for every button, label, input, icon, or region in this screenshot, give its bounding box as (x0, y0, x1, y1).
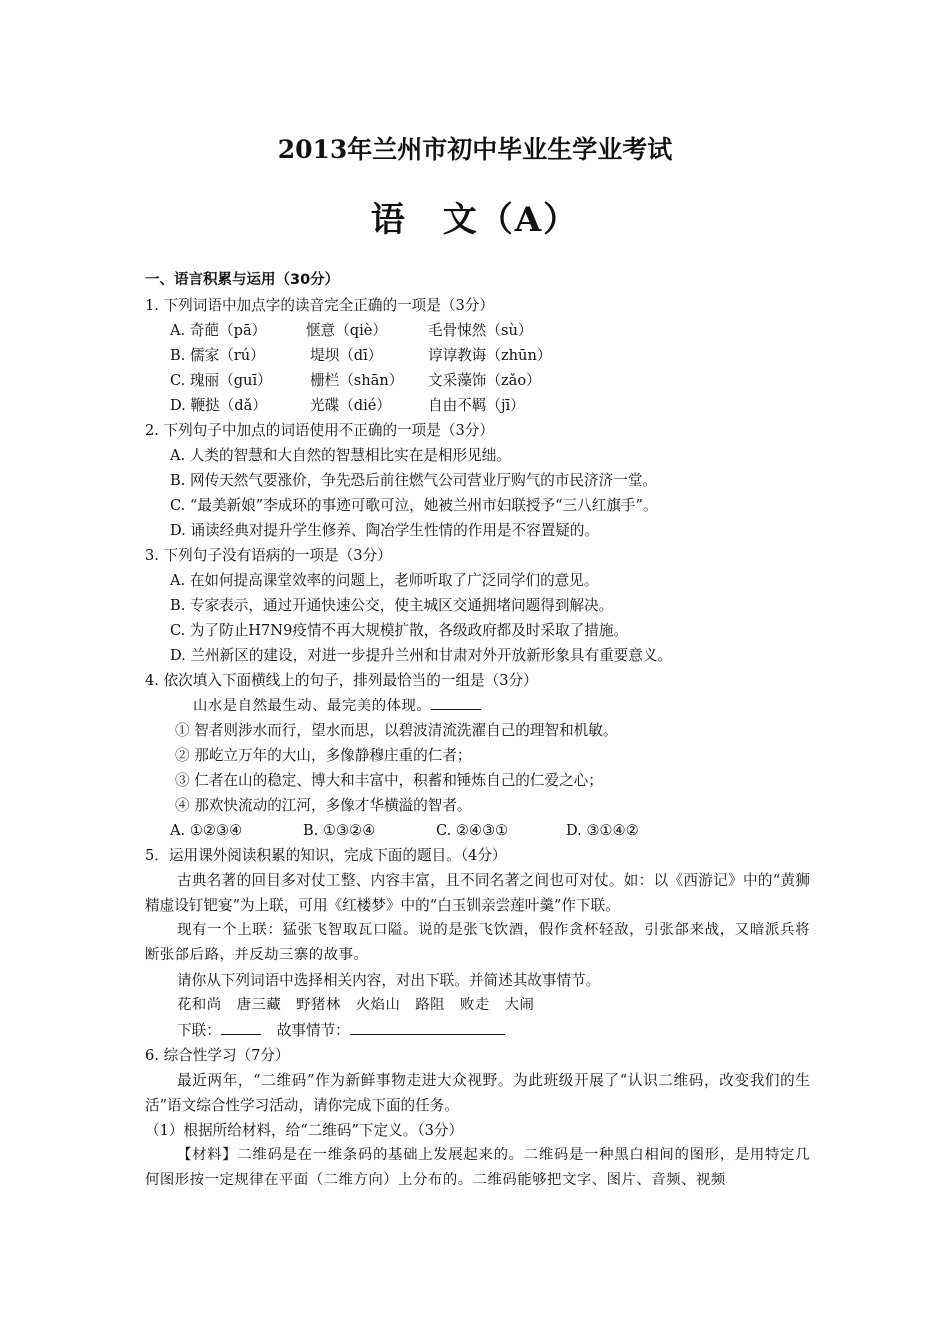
q1-d-1: D. 鞭挞（dǎ） (170, 397, 267, 414)
q3-option-d: D. 兰州新区的建设，对进一步提升兰州和甘肃对外开放新形象具有重要意义。 (170, 647, 673, 664)
q4-sentence-3: ③ 仁者在山的稳定、博大和丰富中，积蓄和锤炼自己的仁爱之心； (175, 772, 603, 789)
q5-paragraph-3: 请你从下列词语中选择相关内容，对出下联。并简述其故事情节。 (177, 972, 601, 989)
q3-option-b: B. 专家表示，通过开通快速公交，使主城区交通拥堵问题得到解决。 (170, 597, 614, 614)
q1-d-3: 自由不羁（jī） (428, 397, 525, 414)
q1-d-2: 光碟（dié） (310, 397, 392, 414)
q5-stem: 5．运用课外阅读积累的知识，完成下面的题目。（4分） (145, 847, 507, 864)
q4-lead (145, 693, 810, 718)
q5-paragraph-2: 现有一个上联：猛张飞智取瓦口隘。说的是张飞饮酒，假作贪杯轻敌，引张郃来战，又暗派兵将断张郃后路，并反劫三寨的故事。 (145, 922, 810, 963)
q5-word-list: 花和尚 唐三藏 野猪林 火焰山 路阻 败走 大闹 (177, 997, 535, 1013)
q6-paragraph-1: 最近两年，“二维码”作为新鲜事物走进大众视野。为此班级开展了“认识二维码，改变我们的生活”语文综合性学习活动，请你完成下面的任务。 (145, 1072, 810, 1114)
q3-stem: 3. 下列句子没有语病的一项是（3分） (145, 547, 392, 564)
q4-choice-a: A. ①②③④ (170, 822, 243, 839)
q1-c-3: 文采藻饰（zǎo） (428, 372, 541, 389)
exam-title: 2013年兰州市初中毕业生学业考试 (277, 135, 673, 164)
section-heading: 一、语言积累与运用（30分） (145, 272, 340, 288)
q1-option-a (145, 318, 810, 343)
q2-option-d: D. 诵读经典对提升学生修养、陶冶学生性情的作用是不容置疑的。 (170, 522, 600, 539)
q4-choices (145, 818, 810, 843)
q5-lower-blank (221, 1018, 261, 1035)
q1-a-2: 惬意（qiè） (306, 322, 388, 339)
q4-choice-c: C. ②④③① (436, 822, 509, 839)
q4-choice-d: D. ③①④② (566, 822, 639, 839)
q2-option-b: B. 网传天然气要涨价，争先恐后前往燃气公司营业厅购气的市民济济一堂。 (170, 472, 658, 489)
q2-option-c: C. “最美新娘”李成环的事迹可歌可泣，她被兰州市妇联授予“三八红旗手”。 (170, 497, 658, 514)
q2-stem: 2. 下列句子中加点的词语使用不正确的一项是（3分） (145, 422, 494, 439)
q6-stem: 6. 综合性学习（7分） (145, 1047, 290, 1064)
q3-option-a: A. 在如何提高课堂效率的问题上，老师听取了广泛同学们的意见。 (170, 572, 599, 589)
q5-answer-line (145, 1018, 810, 1043)
q6-material: 【材料】二维码是在一维条码的基础上发展起来的。二维码是一种黑白相间的图形，是用特定几何图形按一定规律在平面（二维方向）上分布的。二维码能够把文字、图片、音频、视频 (145, 1147, 810, 1188)
q1-b-1: B. 儒家（rú） (170, 347, 265, 364)
exam-content (145, 268, 810, 1193)
q1-b-2: 堤坝（dī） (310, 347, 383, 364)
q4-stem: 4. 依次填入下面横线上的句子，排列最恰当的一组是（3分） (145, 672, 538, 689)
q5-lower-label: 下联： (177, 1022, 221, 1039)
q1-stem: 1. 下列词语中加点字的读音完全正确的一项是（3分） (145, 297, 494, 314)
q4-choice-b: B. ①③②④ (303, 822, 376, 839)
subject-title: 语 文（A） (370, 200, 580, 240)
q1-a-1: A. 奇葩（pā） (170, 322, 267, 339)
q4-lead-text: 山水是自然最生动、最完美的体现。 (193, 698, 432, 714)
q1-option-d (145, 393, 810, 418)
q4-sentence-4: ④ 那欢快流动的江河，多像才华横溢的智者。 (175, 797, 472, 814)
q1-c-1: C. 瑰丽（guī） (170, 372, 272, 389)
q4-answer-blank (431, 693, 481, 710)
q4-sentence-1: ① 智者则涉水而行，望水而思，以碧波清流洗濯自己的理智和机敏。 (175, 722, 618, 739)
q1-a-3: 毛骨悚然（sù） (428, 322, 533, 339)
q5-story-blank (350, 1018, 505, 1035)
q1-b-3: 谆谆教诲（zhūn） (428, 347, 552, 364)
q5-paragraph-1: 古典名著的回目多对仗工整、内容丰富，且不同名著之间也可对仗。如：以《西游记》中的“黄狮精虚设钉钯宴”为上联，可用《红楼梦》中的“白玉钏亲尝莲叶羹”作下联。 (145, 872, 810, 914)
q1-c-2: 栅栏（shān） (310, 372, 404, 389)
q2-option-a: A. 人类的智慧和大自然的智慧相比实在是相形见绌。 (170, 447, 511, 464)
q3-option-c: C. 为了防止H7N9疫情不再大规模扩散，各级政府都及时采取了措施。 (170, 622, 629, 639)
q1-option-c (145, 368, 810, 393)
q6-subquestion-1: （1）根据所给材料，给“二维码”下定义。（3分） (145, 1122, 464, 1139)
q4-sentence-2: ② 那屹立万年的大山，多像静穆庄重的仁者； (175, 747, 472, 764)
q1-option-b (145, 343, 810, 368)
q5-story-label: 故事情节： (276, 1022, 350, 1039)
